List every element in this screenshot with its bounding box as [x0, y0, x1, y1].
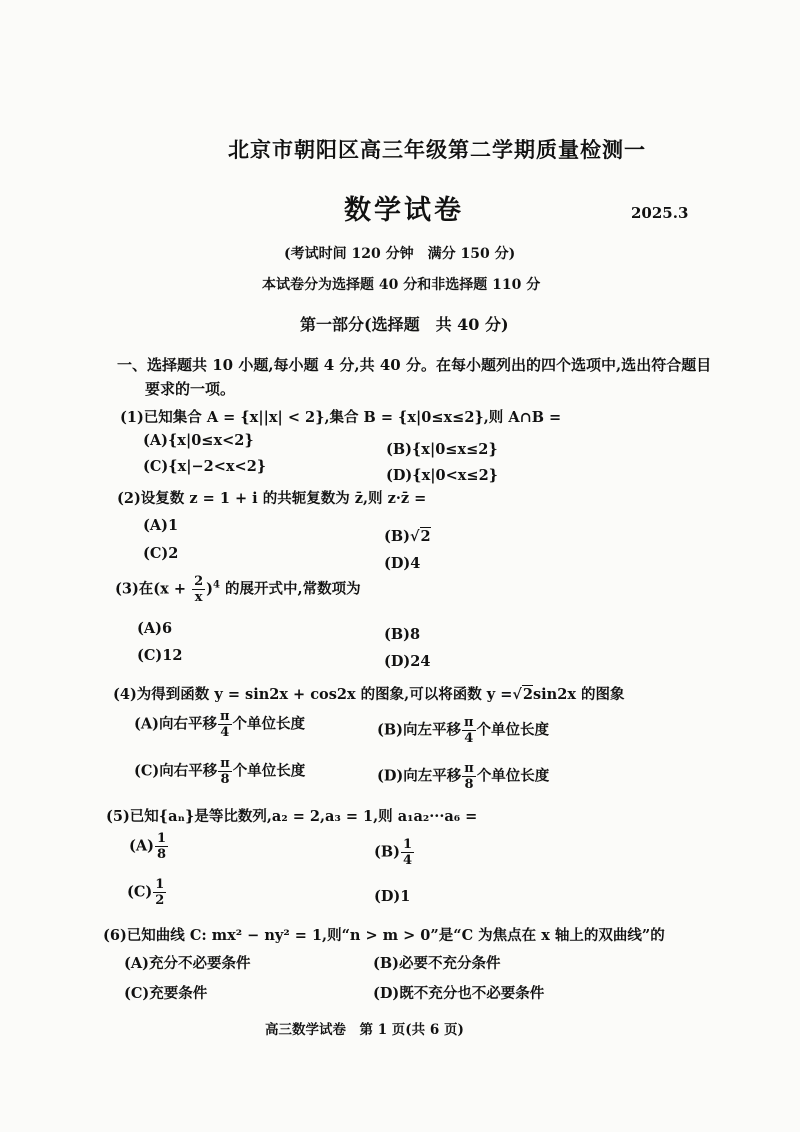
q5-b-den: 4 — [402, 853, 413, 868]
section-instruction-line2: 要求的一项。 — [145, 380, 236, 398]
q4-a-pre: (A)向右平移 — [134, 715, 217, 733]
q5-option-a — [129, 832, 169, 861]
q4-c-pre: (C)向右平移 — [134, 762, 218, 780]
q4-a-num: π — [219, 709, 230, 724]
q3-frac-numerator: 2 — [194, 574, 204, 589]
q5-option-c — [127, 878, 167, 907]
q4-c-num: π — [220, 756, 230, 771]
q1-option-a: (A){x|0≤x<2} — [143, 432, 254, 449]
q4-b-den: 4 — [464, 731, 474, 746]
q3-option-d: (D)24 — [384, 653, 431, 670]
q3-stem-start: (3)在(x + — [115, 580, 187, 598]
q2-stem: (2)设复数 z = 1 + i 的共轭复数为 z̄,则 z·z̄ = — [117, 490, 427, 507]
q1-stem: (1)已知集合 A = {x||x| < 2},集合 B = {x|0≤x≤2},则 A∩B = — [120, 409, 562, 426]
q4-d-post: 个单位长度 — [476, 767, 550, 785]
q4-c-den: 8 — [220, 772, 230, 787]
q5-a-den: 8 — [156, 847, 167, 862]
school-title: 北京市朝阳区高三年级第二学期质量检测一 — [228, 137, 646, 162]
q4-d-den: 8 — [464, 777, 474, 792]
q2-option-b: (B)√2 — [384, 528, 431, 545]
page-footer: 高三数学试卷 第 1 页(共 6 页) — [265, 1022, 464, 1038]
q1-option-d: (D){x|0<x≤2} — [386, 467, 498, 484]
q3-stem-end: 的展开式中,常数项为 — [225, 580, 361, 598]
q3-fraction — [192, 575, 205, 604]
q4-stem: (4)为得到函数 y = sin2x + cos2x 的图象,可以将函数 y =√2sin2x 的图象 — [113, 686, 625, 703]
q4-stem-sqrt: 2 — [522, 686, 534, 703]
section-instruction-line1: 一、选择题共 10 小题,每小题 4 分,共 40 分。在每小题列出的四个选项中,选出符合题目 — [117, 356, 712, 374]
q4-c-post: 个单位长度 — [232, 762, 306, 780]
q6-stem: (6)已知曲线 C: mx² − ny² = 1,则“n > m > 0”是“C 为焦点在 x 轴上的双曲线”的 — [103, 927, 665, 944]
q4-a-post: 个单位长度 — [232, 715, 305, 733]
q4-option-b — [377, 716, 549, 745]
q3-option-a: (A)6 — [137, 620, 173, 637]
q4-option-a — [134, 710, 305, 739]
score-split: 本试卷分为选择题 40 分和非选择题 110 分 — [262, 277, 541, 293]
q5-b-num: 1 — [402, 837, 413, 852]
q5-a-fraction — [155, 832, 168, 861]
q2-option-b-value: 2 — [420, 528, 431, 545]
q4-a-fraction — [218, 710, 232, 739]
q3-stem: (3)在(x + $\frac{2}{x}$ )$^4$ 的展开式中,常数项为 — [115, 574, 361, 605]
q5-b-fraction — [401, 838, 414, 867]
q2-option-c: (C)2 — [143, 545, 179, 562]
q5-c-num: 1 — [155, 877, 165, 892]
q2-option-b-label: (B) — [384, 528, 410, 545]
time-info: (考试时间 120 分钟 满分 150 分) — [284, 246, 516, 262]
q6-option-b: (B)必要不充分条件 — [373, 955, 501, 972]
q4-a-den: 4 — [220, 725, 230, 740]
q3-option-c: (C)12 — [137, 647, 183, 664]
q5-b-label: (B) — [374, 843, 400, 861]
q6-option-d: (D)既不充分也不必要条件 — [373, 985, 545, 1002]
q4-d-pre: (D)向左平移 — [377, 767, 462, 785]
q5-a-label: (A) — [129, 837, 154, 855]
q1-option-c: (C){x|−2<x<2} — [143, 458, 267, 475]
q5-c-den: 2 — [155, 893, 165, 908]
q4-b-pre: (B)向左平移 — [377, 721, 461, 739]
q4-stem-end: sin2x 的图象 — [533, 686, 625, 703]
q6-option-c: (C)充要条件 — [124, 985, 208, 1002]
q3-exponent: 4 — [213, 579, 220, 591]
q2-option-a: (A)1 — [143, 517, 179, 534]
q5-option-b — [374, 838, 415, 867]
q1-option-b: (B){x|0≤x≤2} — [386, 441, 498, 458]
q5-a-num: 1 — [156, 831, 167, 846]
q4-option-c — [134, 757, 305, 786]
q4-c-fraction — [218, 757, 232, 786]
q4-d-num: π — [464, 761, 474, 776]
q3-option-b: (B)8 — [384, 626, 421, 643]
q5-c-fraction — [153, 878, 166, 907]
exam-title: 数学试卷 — [344, 195, 464, 226]
q5-option-d: (D)1 — [374, 888, 411, 905]
q4-b-num: π — [463, 715, 474, 730]
exam-date: 2025.3 — [631, 204, 689, 222]
q5-c-label: (C) — [127, 883, 153, 901]
part-title: 第一部分(选择题 共 40 分) — [300, 315, 509, 334]
q4-b-post: 个单位长度 — [476, 721, 549, 739]
q4-option-d — [377, 762, 549, 791]
q4-d-fraction — [462, 762, 476, 791]
q5-stem: (5)已知{aₙ}是等比数列,a₂ = 2,a₃ = 1,则 a₁a₂···a₆ = — [106, 808, 478, 825]
q6-option-a: (A)充分不必要条件 — [124, 955, 251, 972]
q4-stem-start: (4)为得到函数 y = sin2x + cos2x 的图象,可以将函数 y = — [113, 686, 513, 703]
q2-option-d: (D)4 — [384, 555, 421, 572]
q4-b-fraction — [462, 716, 476, 745]
q3-frac-denominator: x — [194, 590, 203, 605]
